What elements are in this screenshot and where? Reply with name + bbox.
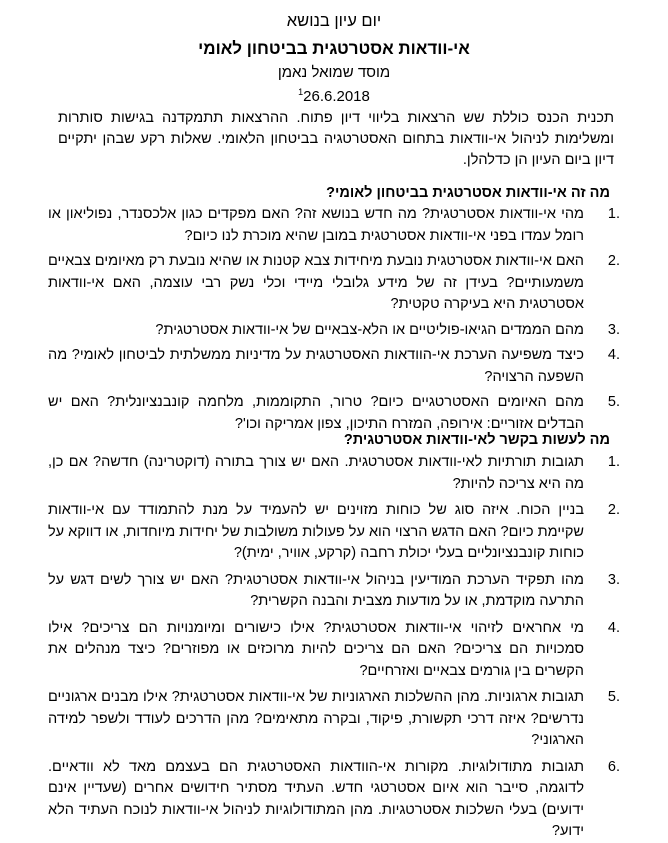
item-number: 3. bbox=[607, 321, 620, 338]
section-title-what-to-do: מה לעשות בקשר לאי-וודאות אסטרטגית? bbox=[343, 432, 610, 448]
item-text: מהו תפקיד הערכת המודיעין בניהול אי-וודאות אסטרטגית? האם יש צורך לשים דגש על התרעה מוקדמת, או על מודעות מצבית והבנה הקשרית? bbox=[48, 571, 584, 609]
item-number: 1. bbox=[607, 206, 620, 222]
item-number: 4. bbox=[607, 347, 620, 363]
item-number: 4. bbox=[607, 619, 620, 636]
list-item bbox=[48, 570, 620, 613]
item-text: תגובות מתודולוגיות. מקורות אי-הוודאות האסטרטגית הם בעצמם מאד לא וודאיים. לדוגמה, סייבר הוא איום אסטרטגי חדש. העתיד מסתיר חידושים אחרים (שעדיין אינם ידועים) בעלי השלכות אסטרטגיות. מהן המתודולוגיות לניהול אי-וודאות לנוכח העתיד הלא ידוע? bbox=[48, 758, 584, 839]
intro-paragraph: תכנית הכנס כוללת שש הרצאות בליווי דיון פתוח. ההרצאות תתמקדנה בגישות סותרות ומשלימות לניהול אי-וודאות בתחום האסטרטגיה בביטחון הלאומי. שאלות רקע שבהן יתקיים דיון ביום העיון הן כדלהלן. bbox=[58, 110, 614, 168]
list-item bbox=[48, 500, 620, 565]
item-number: 5. bbox=[607, 394, 620, 410]
list-item bbox=[48, 251, 620, 316]
footnote-marker: 1 bbox=[298, 87, 304, 97]
list-item bbox=[48, 757, 620, 843]
list-item bbox=[48, 452, 620, 495]
item-text: מהי אי-וודאות אסטרטגית? מה חדש בנושא זה? האם מפקדים כגון אלכסנדר, נפוליאון או רומל עמדו בפני אי-וודאות אסטרטגית במובן שהיא מוכרת לנו כיום? bbox=[48, 206, 584, 244]
list-item bbox=[48, 345, 620, 388]
item-text: תגובות ארגוניות. מהן ההשלכות הארגוניות של אי-וודאות אסטרטגית? אילו מבנים ארגוניים נדרשים? איזה דרכי תקשורת, פיקוד, ובקרה מתאימים? מהן הדרכים לעודד ולשפר למידה הארגוני? bbox=[48, 689, 584, 748]
section-title-what-is: מה זה אי-וודאות אסטרטגית בביטחון לאומי? bbox=[326, 185, 610, 201]
item-text: מי אחראים לזיהוי אי-וודאות אסטרטגית? אילו כישורים ומיומנויות הם צריכים? אילו סמכויות הם צריכים? האם הם צריכים להיות מרוכזים או מפוזרים? כיצד מנהלים את הקשרים בין גורמים צבאיים ואזרחיים? bbox=[48, 619, 584, 679]
item-text: כיצד משפיעה הערכת אי-הוודאות האסטרטגית על מדיניות ממשלתית לביטחון לאומי? מה השפעה הרצויה? bbox=[48, 347, 584, 385]
organization-name: מוסד שמואל נאמן bbox=[277, 64, 391, 81]
item-number: 1. bbox=[607, 454, 620, 470]
item-text: תגובות תורתיות לאי-וודאות אסטרטגית. האם יש צורך בתורה (דוקטרינה) חדשה? אם כן, מה היא צריכה להיות? bbox=[48, 454, 584, 492]
item-number: 5. bbox=[607, 689, 620, 705]
list-item bbox=[48, 687, 620, 752]
document-title: אי-וודאות אסטרטגית בביטחון לאומי bbox=[198, 39, 470, 58]
list-item bbox=[48, 204, 620, 247]
list-item bbox=[48, 392, 620, 435]
item-number: 3. bbox=[607, 571, 620, 588]
event-date-text: 26.6.2018 bbox=[303, 88, 370, 105]
item-text: מהם האיומים האסטרטגיים כיום? טרור, התקוממות, מלחמה קונבנציונלית? האם יש הבדלים אזוריים: אירופה, המזרח התיכון, צפון אמריקה וכו'? bbox=[48, 394, 584, 432]
item-number: 2. bbox=[607, 502, 620, 518]
item-text: מהם הממדים הגיאו-פוליטיים או הלא-צבאיים של אי-וודאות אסטרטגית? bbox=[155, 321, 584, 338]
item-number: 2. bbox=[607, 253, 620, 269]
event-topic: יום עיון בנושא bbox=[286, 12, 382, 30]
event-date bbox=[0, 87, 668, 105]
section-list-what-is bbox=[48, 204, 620, 435]
list-item bbox=[48, 320, 620, 342]
item-text: האם אי-וודאות אסטרטגית נובעת מיחידות צבא קטנות או שהיא נובעת רק מאיומים צבאיים משמעותיים? בעידן זה של מידע גלובלי מיידי וכלי נשק רבי עוצמה, האם אי-וודאות אסטרטגית היא בעיקרה טקטית? bbox=[48, 253, 584, 312]
list-item bbox=[48, 618, 620, 683]
item-text: בניין הכוח. איזה סוג של כוחות מזוינים יש להעמיד על מנת להתמודד עם אי-וודאות שקיימת כיום? האם הדגש הרצוי הוא על פעולות משולבות של יחידות מיוחדות, או דווקא על כוחות קונבנציונליים בעלי יכולת רחבה (קרקע, אוויר, ימית)? bbox=[48, 502, 584, 561]
section-list-what-to-do bbox=[48, 452, 620, 843]
item-number: 6. bbox=[607, 758, 620, 775]
